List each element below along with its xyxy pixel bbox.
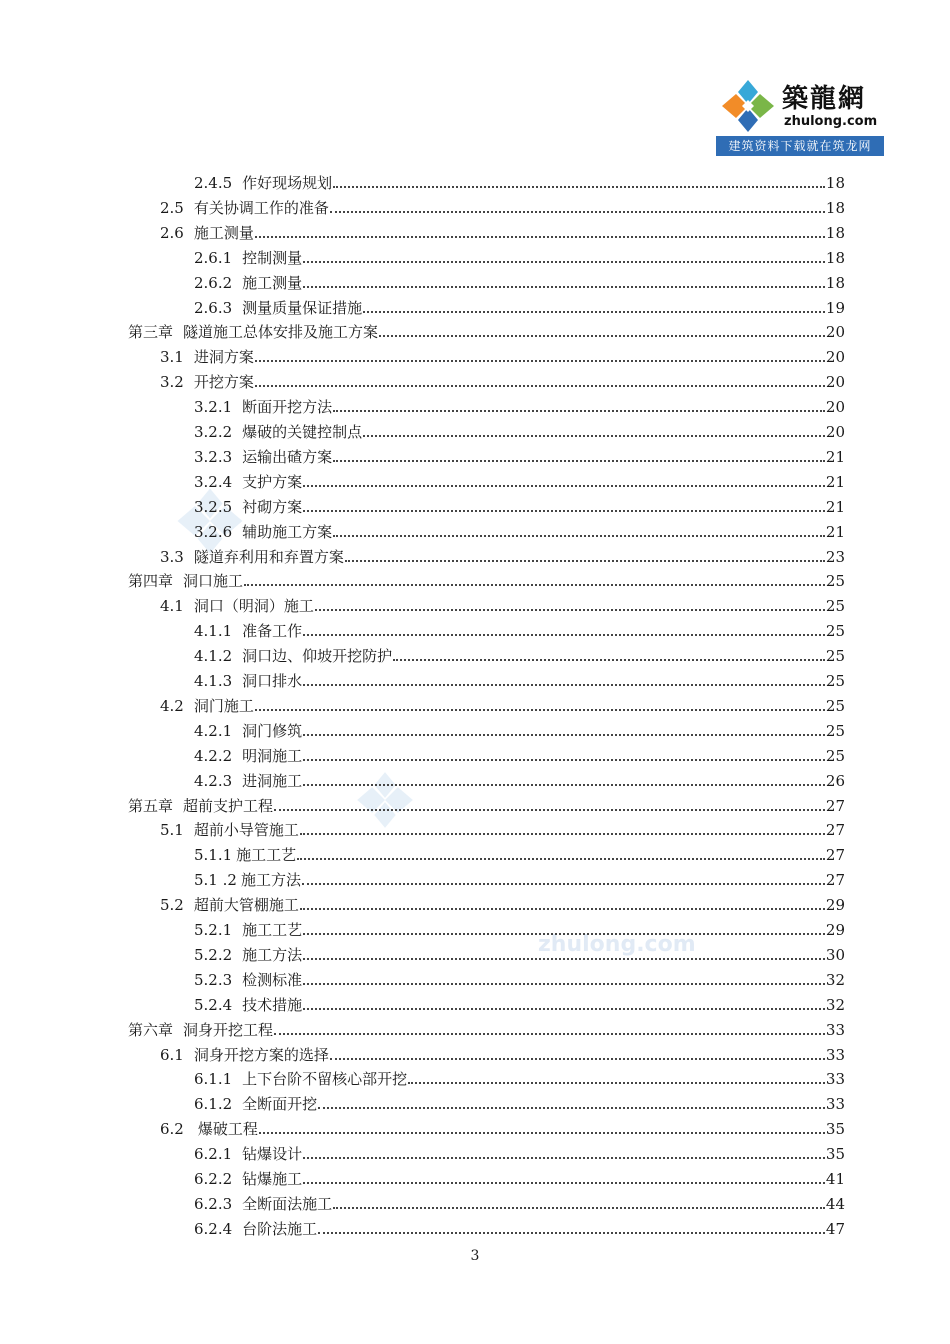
toc-entry-number: 3.2.1: [194, 398, 233, 417]
toc-entry-page: 21: [825, 522, 845, 541]
toc-entry-page: 19: [825, 298, 845, 317]
toc-entry[interactable]: [194, 616, 845, 640]
toc-dot-leader: [297, 858, 825, 860]
toc-entry[interactable]: [194, 517, 845, 541]
toc-dot-leader: [303, 261, 825, 263]
logo-brand-cn: 築龍網: [782, 84, 867, 114]
page-number: 3: [470, 1248, 480, 1264]
toc-entry[interactable]: [160, 367, 845, 391]
toc-entry-number: 2.6.1: [194, 248, 233, 267]
toc-dot-leader: [408, 1082, 825, 1084]
toc-entry-page: 18: [825, 198, 845, 217]
toc-entry[interactable]: [160, 890, 845, 914]
toc-entry-title: 明洞施工: [242, 746, 303, 765]
toc-entry-number: 第四章: [128, 572, 174, 591]
toc-entry[interactable]: [194, 940, 845, 964]
toc-entry-title: 全断面开挖: [242, 1095, 318, 1114]
toc-entry[interactable]: [128, 1015, 845, 1039]
toc-entry-page: 25: [825, 746, 845, 765]
toc-dot-leader: [244, 584, 825, 586]
toc-entry[interactable]: [194, 243, 845, 267]
toc-dot-leader: [333, 535, 825, 537]
toc-entry-number: 3.1: [160, 348, 184, 367]
toc-entry-page: 20: [825, 373, 845, 392]
toc-dot-leader: [303, 933, 825, 935]
toc-entry-page: 21: [825, 472, 845, 491]
toc-entry[interactable]: [194, 442, 845, 466]
toc-entry-title: 洞门施工: [193, 696, 254, 715]
toc-dot-leader: [330, 211, 825, 213]
toc-entry[interactable]: [194, 467, 845, 491]
toc-entry-number: 3.2.2: [194, 423, 233, 441]
toc-entry-title: 洞门修筑: [242, 721, 303, 740]
toc-entry-page: 20: [825, 423, 845, 441]
toc-entry-title: 超前小导管施工: [193, 821, 299, 840]
toc-dot-leader: [300, 833, 825, 835]
toc-entry-number: 4.2.2: [194, 746, 233, 765]
toc-entry-number: 5.2.1: [194, 921, 233, 939]
toc-entry-title: 测量质量保证措施: [242, 298, 363, 317]
toc-dot-leader: [318, 1232, 825, 1234]
toc-entry-title: 施工工艺: [242, 921, 303, 939]
toc-entry[interactable]: [194, 417, 845, 441]
toc-dot-leader: [379, 335, 825, 337]
toc-dot-leader: [333, 460, 825, 462]
toc-dot-leader: [303, 634, 825, 636]
toc-entry-number: 4.1.3: [194, 672, 233, 690]
toc-entry[interactable]: [194, 268, 845, 292]
toc-entry-number: 5.1: [160, 821, 184, 840]
toc-dot-leader: [303, 510, 825, 512]
toc-entry-title: 施工工艺: [236, 846, 297, 865]
toc-entry-number: 3.2.6: [194, 522, 233, 541]
toc-dot-leader: [333, 186, 825, 188]
toc-dot-leader: [303, 734, 825, 736]
toc-entry-page: 27: [825, 871, 845, 890]
toc-entry-title: 准备工作: [242, 622, 303, 641]
toc-entry-title: 施工测量: [193, 223, 254, 242]
toc-entry-number: 4.1.1: [194, 622, 233, 641]
toc-entry-page: 21: [825, 497, 845, 516]
toc-entry-title: 运输出碴方案: [242, 447, 333, 466]
toc-entry-page: 47: [825, 1219, 845, 1238]
toc-entry[interactable]: [194, 965, 845, 989]
toc-entry-number: 3.2: [160, 373, 184, 392]
toc-entry-page: 33: [825, 1070, 845, 1089]
toc-dot-leader: [303, 1157, 825, 1159]
toc-entry-title: 开挖方案: [193, 373, 254, 392]
toc-dot-leader: [303, 1008, 825, 1010]
toc-entry-number: 2.6.3: [194, 298, 233, 317]
toc-entry-page: 26: [825, 771, 845, 790]
toc-entry-page: 27: [825, 821, 845, 840]
toc-entry-page: 35: [825, 1120, 845, 1139]
toc-entry-page: 27: [825, 796, 845, 815]
toc-entry-number: 5.2.4: [194, 995, 233, 1014]
toc-dot-leader: [303, 958, 825, 960]
toc-entry[interactable]: [194, 990, 845, 1014]
toc-entry[interactable]: [194, 492, 845, 516]
toc-entry-title: 上下台阶不留核心部开挖: [242, 1070, 408, 1089]
toc-entry-title: 洞身开挖工程: [183, 1020, 274, 1039]
toc-entry-number: 6.2.4: [194, 1219, 233, 1238]
toc-entry[interactable]: [194, 1089, 845, 1113]
toc-entry-page: 25: [825, 672, 845, 690]
toc-dot-leader: [345, 560, 825, 562]
toc-dot-leader: [259, 1132, 825, 1134]
toc-entry-number: 2.6.2: [194, 273, 233, 292]
toc-entry-page: 33: [825, 1045, 845, 1064]
toc-entry[interactable]: [128, 791, 845, 815]
toc-entry-page: 27: [825, 846, 845, 865]
toc-entry[interactable]: [194, 293, 845, 317]
toc-entry-number: 3.2.4: [194, 472, 233, 491]
toc-entry[interactable]: [194, 1214, 845, 1238]
toc-entry-page: 21: [825, 447, 845, 466]
toc-dot-leader: [255, 385, 825, 387]
toc-entry-number: 第六章: [128, 1020, 174, 1039]
toc-entry-number: 3.2.5: [194, 497, 233, 516]
toc-entry-title: 洞口边、仰坡开挖防护: [242, 647, 393, 666]
toc-entry-number: 4.2: [160, 696, 184, 715]
toc-entry-title: 爆破的关键控制点: [242, 423, 363, 441]
toc-entry[interactable]: [160, 691, 845, 715]
toc-entry[interactable]: [160, 591, 845, 615]
toc-entry-title: 衬砌方案: [242, 497, 303, 516]
toc-entry-page: 18: [825, 248, 845, 267]
toc-dot-leader: [255, 709, 825, 711]
toc-entry-number: 4.2.3: [194, 771, 233, 790]
toc-entry-title: 全断面法施工: [242, 1194, 333, 1213]
toc-entry-page: 44: [825, 1194, 845, 1213]
toc-entry-title: 辅助施工方案: [242, 522, 333, 541]
toc-entry-number: 4.1.2: [194, 647, 233, 666]
toc-dot-leader: [363, 311, 825, 313]
toc-entry-page: 20: [825, 348, 845, 367]
toc-entry[interactable]: [194, 865, 845, 889]
toc-entry-title: 施工方法: [242, 945, 303, 964]
toc-entry[interactable]: [160, 1114, 845, 1138]
toc-entry-number: 6.2.1: [194, 1145, 233, 1164]
zhulong-logo: [716, 74, 884, 158]
toc-dot-leader: [303, 1182, 825, 1184]
toc-entry-page: 35: [825, 1145, 845, 1164]
toc-dot-leader: [303, 784, 825, 786]
toc-entry-title: 隧道弃利用和弃置方案: [193, 547, 344, 566]
toc-entry-page: 33: [825, 1020, 845, 1039]
toc-dot-leader: [315, 609, 825, 611]
toc-entry-number: 2.4.5: [194, 174, 233, 192]
toc-dot-leader: [255, 236, 825, 238]
toc-entry-title: 支护方案: [242, 472, 303, 491]
toc-entry-number: 第五章: [128, 796, 174, 815]
toc-dot-leader: [303, 286, 825, 288]
toc-entry-number: 第三章: [128, 323, 174, 342]
toc-dot-leader: [300, 908, 825, 910]
toc-entry-page: 25: [825, 597, 845, 616]
toc-entry-title: 超前支护工程: [183, 796, 274, 815]
toc-entry[interactable]: [194, 716, 845, 740]
toc-entry-number: 2.5: [160, 198, 184, 217]
toc-entry-number: 6.2.2: [194, 1170, 233, 1188]
toc-dot-leader: [255, 360, 825, 362]
toc-entry-number: 6.2.3: [194, 1194, 233, 1213]
toc-entry-page: 25: [825, 696, 845, 715]
toc-entry-number: 3.2.3: [194, 447, 233, 466]
toc-entry-title: 钻爆设计: [242, 1145, 303, 1164]
toc-dot-leader: [318, 1107, 825, 1109]
toc-dot-leader: [363, 435, 825, 437]
toc-entry[interactable]: [160, 1040, 845, 1064]
toc-dot-leader: [303, 759, 825, 761]
toc-entry-page: 25: [825, 647, 845, 666]
toc-entry[interactable]: [160, 342, 845, 366]
toc-entry[interactable]: [160, 193, 845, 217]
logo-brand-en: zhulong.com: [784, 114, 878, 129]
toc-entry-page: 20: [825, 323, 845, 342]
toc-entry-title: 洞口施工: [183, 572, 244, 591]
toc-entry-title: 有关协调工作的准备: [193, 198, 329, 217]
toc-entry[interactable]: [128, 317, 845, 341]
toc-entry-page: 18: [825, 273, 845, 292]
toc-entry[interactable]: [194, 840, 845, 864]
toc-entry-title: 技术措施: [242, 995, 303, 1014]
toc-entry-number: 6.1: [160, 1045, 184, 1064]
toc-entry[interactable]: [194, 666, 845, 690]
toc-dot-leader: [302, 883, 825, 885]
toc-entry-number: 5.1 .2: [194, 871, 237, 890]
toc-entry-page: 29: [825, 896, 845, 915]
toc-entry[interactable]: [160, 542, 845, 566]
toc-entry-title: 施工方法: [240, 871, 301, 890]
toc-entry-number: 4.1: [160, 597, 184, 616]
toc-entry-page: 25: [825, 622, 845, 641]
toc-entry-page: 32: [825, 970, 845, 989]
toc-dot-leader: [333, 410, 825, 412]
toc-entry[interactable]: [194, 766, 845, 790]
toc-entry-title: 断面开挖方法: [242, 398, 333, 417]
toc-entry-number: 6.1.1: [194, 1070, 233, 1089]
toc-entry-number: 6.1.2: [194, 1095, 233, 1114]
toc-entry[interactable]: [128, 566, 845, 590]
toc-dot-leader: [303, 684, 825, 686]
toc-entry-page: 41: [825, 1170, 845, 1188]
toc-dot-leader: [330, 1058, 825, 1060]
toc-dot-leader: [393, 659, 825, 661]
toc-entry-title: 洞身开挖方案的选择: [193, 1045, 329, 1064]
toc-entry-number: 5.2.2: [194, 945, 233, 964]
toc-entry-title: 施工测量: [242, 273, 303, 292]
toc-entry-title: 钻爆施工: [242, 1170, 303, 1188]
toc-entry-title: 隧道施工总体安排及施工方案: [183, 323, 379, 342]
toc-entry-page: 25: [825, 721, 845, 740]
toc-entry[interactable]: [194, 1064, 845, 1088]
toc-entry[interactable]: [194, 392, 845, 416]
toc-entry-page: 33: [825, 1095, 845, 1114]
toc-dot-leader: [303, 983, 825, 985]
toc-entry-page: 23: [825, 547, 845, 566]
toc-entry[interactable]: [194, 168, 845, 192]
toc-entry[interactable]: [194, 1164, 845, 1188]
toc-entry-number: 5.2.3: [194, 970, 233, 989]
toc-entry-number: 2.6: [160, 223, 184, 242]
toc-entry-page: 20: [825, 398, 845, 417]
toc-entry-page: 29: [825, 921, 845, 939]
toc-dot-leader: [274, 1033, 825, 1035]
toc-entry[interactable]: [160, 815, 845, 839]
toc-entry-title: 进洞施工: [242, 771, 303, 790]
toc-entry-number: 5.1.1: [194, 846, 233, 865]
logo-top: [716, 74, 884, 136]
toc-entry[interactable]: [194, 915, 845, 939]
toc-entry-page: 25: [825, 572, 845, 591]
toc-entry-page: 18: [825, 174, 845, 192]
toc-entry-page: 30: [825, 945, 845, 964]
toc-entry[interactable]: [160, 218, 845, 242]
toc-entry-title: 洞口排水: [242, 672, 303, 690]
toc-dot-leader: [303, 485, 825, 487]
toc-dot-leader: [333, 1207, 825, 1209]
toc-entry-number: 4.2.1: [194, 721, 233, 740]
toc-dot-leader: [274, 809, 825, 811]
toc-entry-title: 超前大管棚施工: [193, 896, 299, 915]
toc-entry-title: 洞口（明洞）施工: [193, 597, 314, 616]
toc-entry-title: 控制测量: [242, 248, 303, 267]
watermark-text: zhulong.com: [538, 932, 696, 957]
toc-entry-title: 检测标准: [242, 970, 303, 989]
logo-slogan: 建筑资料下载就在筑龙网: [716, 136, 884, 156]
toc-entry-title: 进洞方案: [193, 348, 254, 367]
toc-entry-page: 18: [825, 223, 845, 242]
toc-entry-title: 台阶法施工: [242, 1219, 318, 1238]
toc-entry-title: 爆破工程: [197, 1120, 258, 1139]
toc-entry[interactable]: [194, 1189, 845, 1213]
toc-entry-title: 作好现场规划: [242, 174, 333, 192]
toc-entry[interactable]: [194, 741, 845, 765]
toc-entry-number: 6.2: [160, 1120, 184, 1139]
toc-entry-number: 3.3: [160, 547, 184, 566]
toc-entry[interactable]: [194, 641, 845, 665]
logo-diamond-icon: [718, 78, 778, 134]
toc-entry-page: 32: [825, 995, 845, 1014]
toc-entry-number: 5.2: [160, 896, 184, 915]
toc-entry[interactable]: [194, 1139, 845, 1163]
